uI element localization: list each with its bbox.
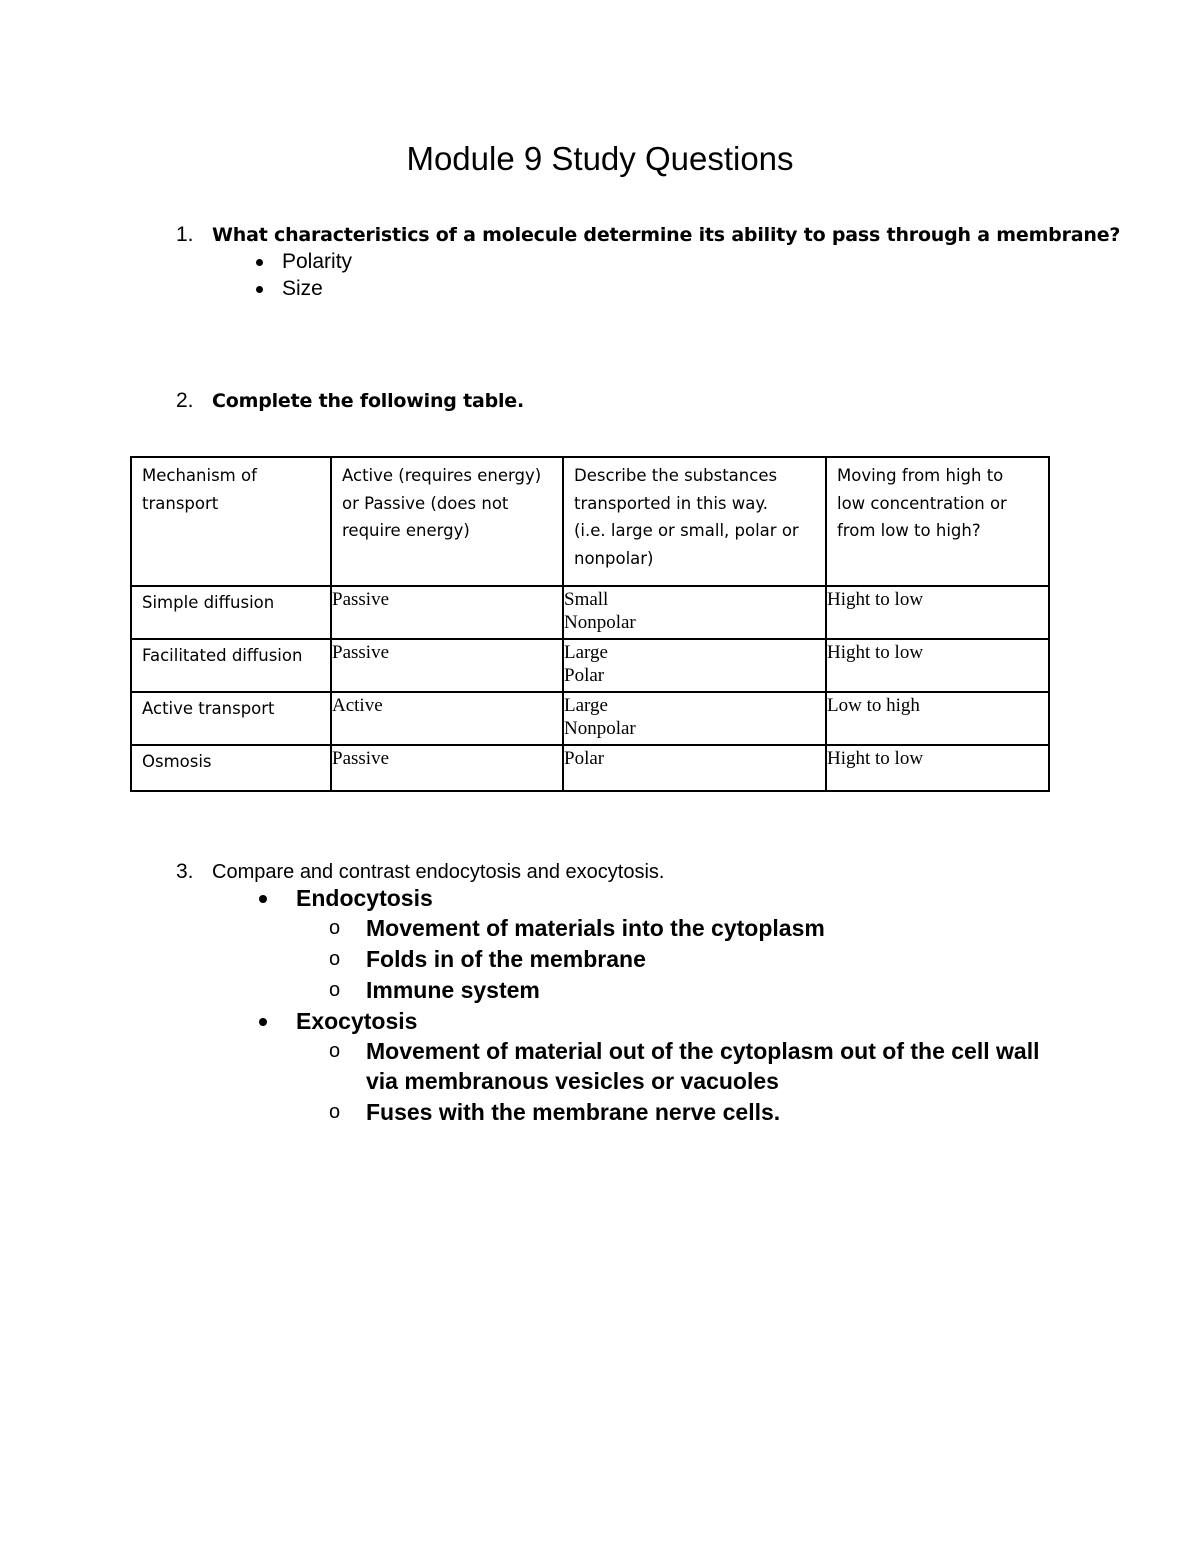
bullet-icon	[256, 259, 263, 266]
question-text: Compare and contrast endocytosis and exocytosis.	[212, 861, 665, 883]
transport-table	[130, 456, 1050, 792]
question-number: 2.	[176, 389, 194, 412]
table-cell-direction: Hight to low	[826, 586, 1049, 639]
sub-list-item: o Movement of material out of the cytoplasm out of the cell wall via membranous vesicles or vacuoles	[329, 1038, 1040, 1094]
table-cell-substance: Polar	[563, 745, 826, 791]
circle-bullet-icon: o	[329, 1040, 341, 1062]
list-item	[256, 883, 1039, 1005]
table-cell-type: Passive	[331, 745, 563, 791]
question-3	[176, 858, 664, 886]
question-1-answers	[250, 248, 352, 302]
circle-bullet-icon: o	[329, 917, 341, 939]
table-cell-substance: Small Nonpolar	[563, 586, 826, 639]
question-1	[176, 221, 1120, 249]
table-cell-mechanism: Active transport	[131, 692, 331, 745]
table-cell-direction: Hight to low	[826, 745, 1049, 791]
sub-list-item: o Movement of materials into the cytoplasm	[329, 915, 825, 941]
table-row	[131, 692, 1049, 745]
question-text: What characteristics of a molecule determine its ability to pass through a membrane?	[212, 224, 1121, 246]
question-number: 1.	[176, 223, 194, 246]
table-row	[131, 745, 1049, 791]
table-cell-type: Passive	[331, 586, 563, 639]
bullet-icon	[256, 286, 263, 293]
table-cell-mechanism: Simple diffusion	[131, 586, 331, 639]
sub-list	[296, 913, 1039, 1005]
table-cell-type: Active	[331, 692, 563, 745]
question-3-answers	[256, 883, 1039, 1128]
table-cell-substance: Large Nonpolar	[563, 692, 826, 745]
table-cell-direction: Hight to low	[826, 639, 1049, 692]
table-row	[131, 639, 1049, 692]
list-item: Size	[250, 275, 352, 302]
table-header-cell: Active (requires energy) or Passive (does not require energy)	[331, 457, 563, 586]
table-cell-type: Passive	[331, 639, 563, 692]
table-header-cell: Mechanism of transport	[131, 457, 331, 586]
table-cell-mechanism: Osmosis	[131, 745, 331, 791]
sub-list-item: o Folds in of the membrane	[329, 946, 646, 972]
circle-bullet-icon: o	[329, 1101, 341, 1123]
question-text: Complete the following table.	[212, 390, 525, 412]
table-header-cell: Describe the substances transported in this way. (i.e. large or small, polar or nonpolar)	[563, 457, 826, 586]
table-cell-substance: Large Polar	[563, 639, 826, 692]
sub-list	[296, 1036, 1039, 1127]
table-cell-mechanism: Facilitated diffusion	[131, 639, 331, 692]
sub-list-item: o Fuses with the membrane nerve cells.	[329, 1099, 781, 1125]
list-item	[256, 1006, 1039, 1127]
circle-bullet-icon: o	[329, 948, 341, 970]
table-cell-direction: Low to high	[826, 692, 1049, 745]
item-label: Endocytosis	[296, 885, 433, 911]
bullet-icon	[259, 895, 267, 903]
question-number: 3.	[176, 860, 194, 883]
table-header-row	[131, 457, 1049, 586]
page-title: Module 9 Study Questions	[406, 140, 794, 177]
list-item: Polarity	[250, 248, 352, 275]
table-row	[131, 586, 1049, 639]
circle-bullet-icon: o	[329, 979, 341, 1001]
bullet-icon	[259, 1018, 267, 1026]
item-label: Exocytosis	[296, 1008, 418, 1034]
table-header-cell: Moving from high to low concentration or from low to high?	[826, 457, 1049, 586]
sub-list-item: o Immune system	[329, 977, 540, 1003]
question-2	[176, 387, 524, 415]
